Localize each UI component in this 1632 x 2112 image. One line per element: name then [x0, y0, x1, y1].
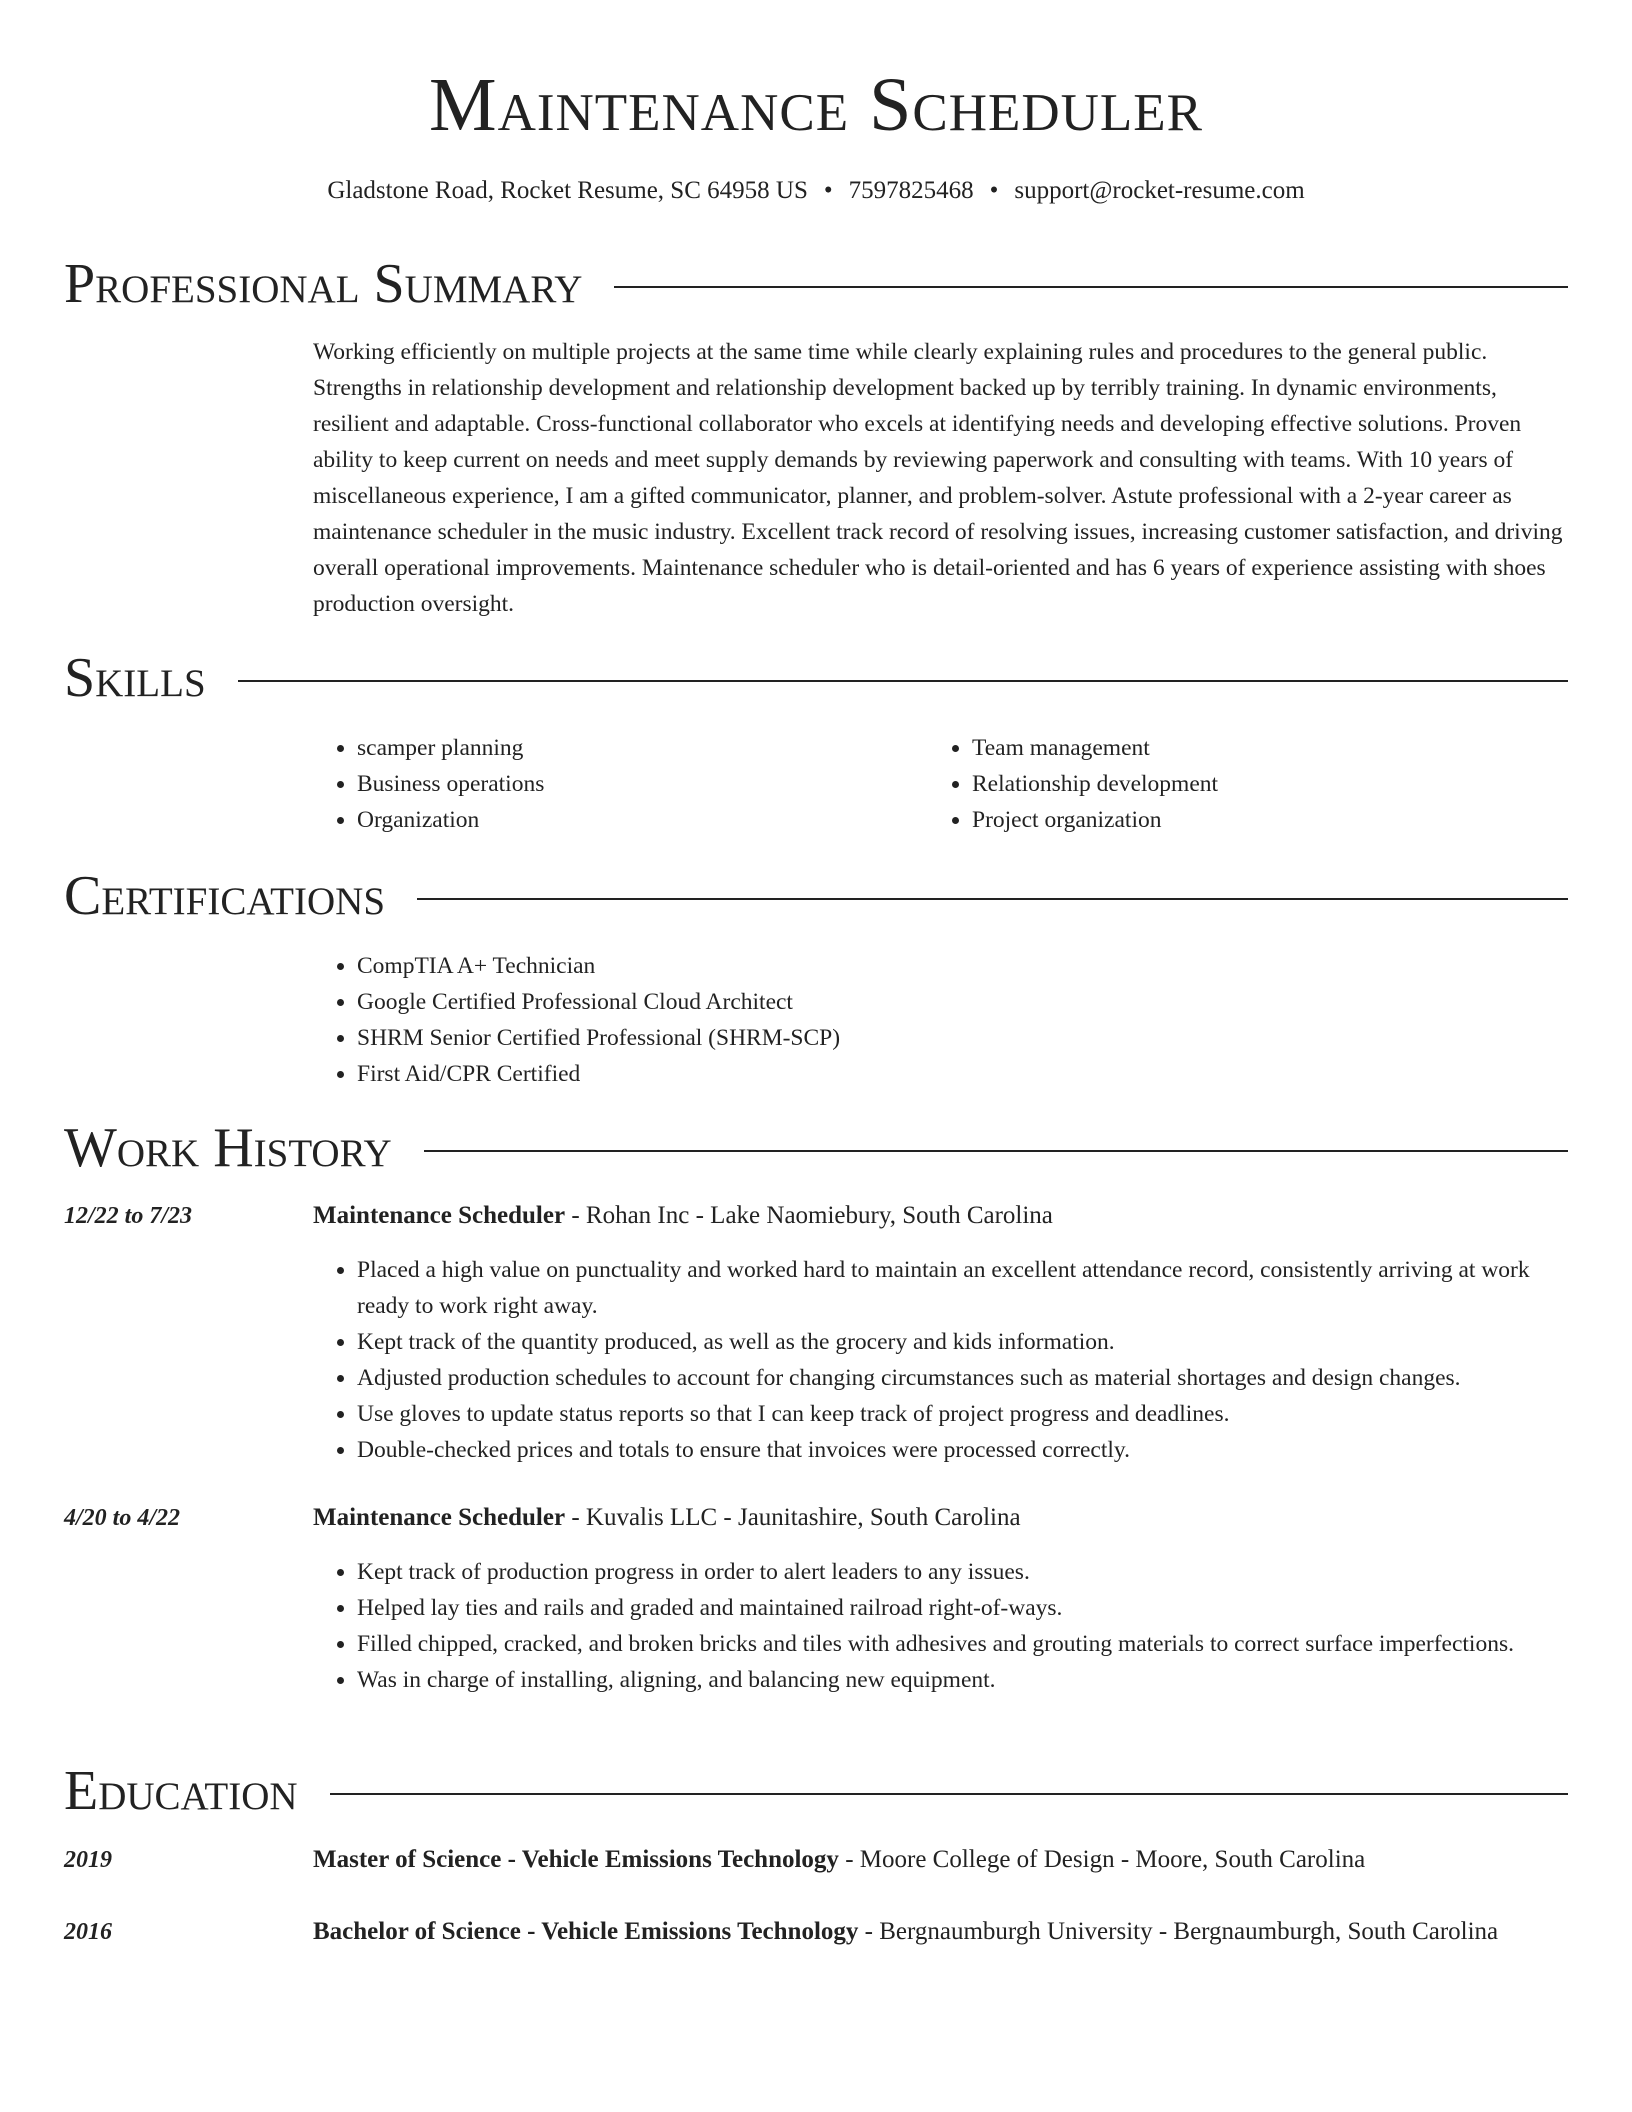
school-detail: - Moore College of Design - Moore, South Carolina — [838, 1846, 1366, 1873]
section-divider — [238, 680, 1568, 682]
candidate-name: Maintenance Scheduler — [429, 63, 1203, 147]
section-divider — [417, 898, 1568, 900]
job-employer: - Rohan Inc - Lake Naomiebury, South Carolina — [565, 1202, 1053, 1229]
contact-line — [0, 174, 1632, 208]
summary-text: Working efficiently on multiple projects at the same time while clearly explaining rules and procedures to the general public. Strengths in relationship development and relationship development backed up by terribly training. In dynamic environments, resilient and adaptable. Cross-functional collaborator who excels at identifying needs and developing effective solutions. Proven ability to keep current on needs and meet supply demands by reviewing paperwork and consulting with teams. With 10 years of miscellaneous experience, I am a gifted communicator, planner, and problem-solver. Astute professional with a 2-year career as maintenance scheduler in the music industry. Excellent track record of resolving issues, increasing customer satisfaction, and driving overall operational improvements. Maintenance scheduler who is detail-oriented and has 6 years of experience assisting with shoes production oversight. — [313, 339, 1563, 617]
summary-title: Professional Summary — [64, 253, 583, 315]
certifications-heading — [64, 864, 1568, 928]
job-title-line — [313, 1499, 1568, 1537]
section-divider — [424, 1150, 1568, 1152]
job-bullet: • Double-checked prices and totals to ensure that invoices were processed correctly. — [357, 1432, 1568, 1468]
job-bullets — [313, 1554, 1568, 1698]
education-year: 2019 — [64, 1847, 112, 1873]
job-bullet: • Kept track of production progress in order to alert leaders to any issues. — [357, 1554, 1568, 1590]
contact-separator: • — [989, 177, 999, 204]
skill-item: • Team management — [972, 730, 1543, 766]
degree-name: Bachelor of Science - Vehicle Emissions Technology — [313, 1918, 859, 1945]
job-dates: 4/20 to 4/22 — [64, 1505, 181, 1531]
certification-item: • CompTIA A+ Technician — [357, 948, 1568, 984]
certification-item: • SHRM Senior Certified Professional (SHRM-SCP) — [357, 1020, 1568, 1056]
job-bullet: • Filled chipped, cracked, and broken bricks and tiles with adhesives and grouting materials to correct surface imperfections. — [357, 1626, 1568, 1662]
job-bullet: • Was in charge of installing, aligning, and balancing new equipment. — [357, 1662, 1568, 1698]
education-year: 2016 — [64, 1919, 112, 1945]
section-divider — [614, 286, 1568, 288]
education-entry — [313, 1913, 1568, 1951]
contact-email: support@rocket-resume.com — [1014, 177, 1305, 204]
job-title-line — [313, 1197, 1568, 1235]
skills-column-right — [928, 730, 1543, 838]
job-bullet: • Placed a high value on punctuality and worked hard to maintain an excellent attendance record, consistently arriving at work ready to work right away. — [357, 1252, 1568, 1324]
skill-item: • scamper planning — [357, 730, 928, 766]
skills-list — [313, 730, 1568, 838]
job-bullet: • Helped lay ties and rails and graded and maintained railroad right-of-ways. — [357, 1590, 1568, 1626]
skill-item: • Project organization — [972, 802, 1543, 838]
certification-item: • Google Certified Professional Cloud Architect — [357, 984, 1568, 1020]
certifications-title: Certifications — [64, 865, 386, 927]
skills-title: Skills — [64, 647, 206, 709]
job-dates: 12/22 to 7/23 — [64, 1203, 193, 1229]
education-heading — [64, 1759, 1568, 1823]
job-bullet: • Use gloves to update status reports so that I can keep track of project progress and deadlines. — [357, 1396, 1568, 1432]
skill-item: • Relationship development — [972, 766, 1543, 802]
certifications-list — [313, 948, 1568, 1092]
skill-item: • Business operations — [357, 766, 928, 802]
job-bullet: • Kept track of the quantity produced, as well as the grocery and kids information. — [357, 1324, 1568, 1360]
skill-item: • Organization — [357, 802, 928, 838]
education-title: Education — [64, 1760, 298, 1822]
job-role: Maintenance Scheduler — [313, 1504, 566, 1531]
degree-name: Master of Science - Vehicle Emissions Technology — [313, 1846, 839, 1873]
work-history-heading — [64, 1116, 1568, 1180]
skills-heading — [64, 646, 1568, 710]
certification-item: • First Aid/CPR Certified — [357, 1056, 1568, 1092]
section-divider — [330, 1793, 1568, 1795]
school-detail: - Bergnaumburgh University - Bergnaumburgh, South Carolina — [858, 1918, 1499, 1945]
job-bullet: • Adjusted production schedules to account for changing circumstances such as material shortages and design changes. — [357, 1360, 1568, 1396]
job-bullets — [313, 1252, 1568, 1468]
education-entry — [313, 1841, 1568, 1879]
contact-phone: 7597825468 — [848, 177, 974, 204]
work-history-title: Work History — [64, 1117, 392, 1179]
skills-column-left — [313, 730, 928, 838]
contact-separator: • — [823, 177, 833, 204]
summary-heading — [64, 252, 1568, 316]
contact-address: Gladstone Road, Rocket Resume, SC 64958 US — [327, 177, 808, 204]
job-role: Maintenance Scheduler — [313, 1202, 566, 1229]
job-employer: - Kuvalis LLC - Jaunitashire, South Carolina — [565, 1504, 1021, 1531]
